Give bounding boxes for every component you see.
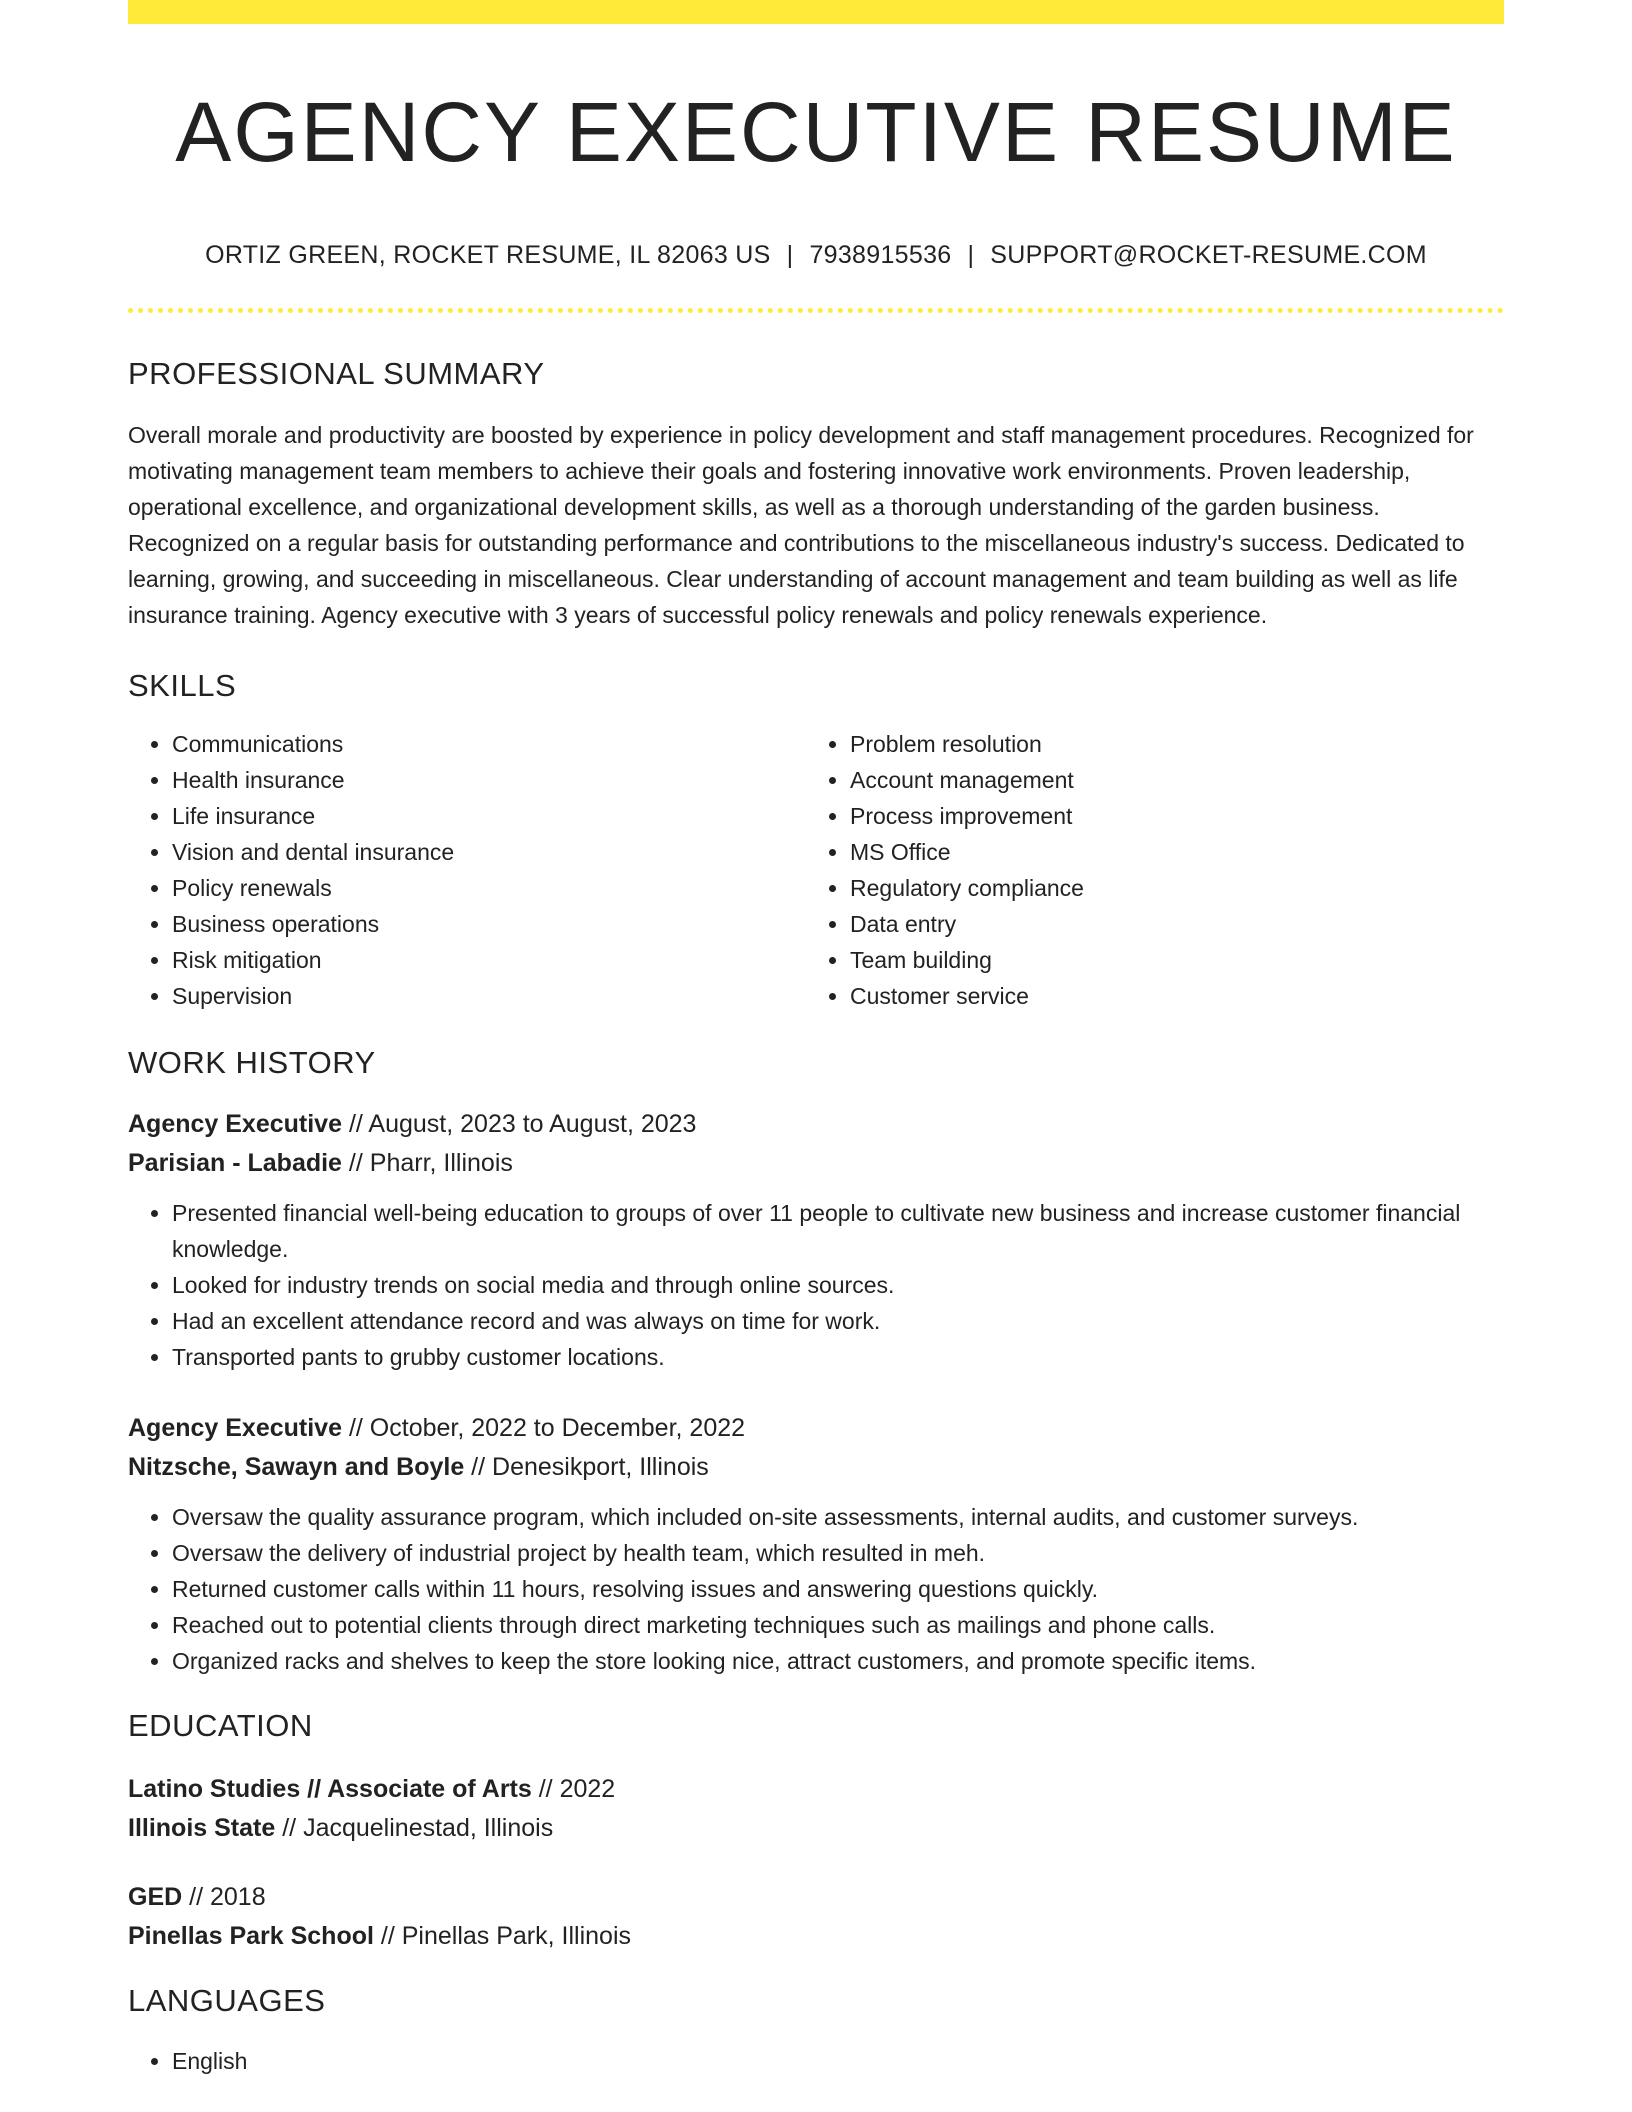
delimiter: // [341,1148,370,1177]
job-bullet: • Oversaw the delivery of industrial project by health team, which resulted in meh. [172,1535,1504,1571]
job-dates: August, 2023 to August, 2023 [368,1109,697,1138]
skill-item: • Vision and dental insurance [172,834,806,870]
work-history-heading: WORK HISTORY [128,1044,376,1080]
job-company-line [128,1448,1504,1487]
education-year: 2022 [559,1775,616,1804]
job-company-line [128,1144,1504,1183]
skill-item: • Risk mitigation [172,942,806,978]
education-degree-line [128,1770,1504,1809]
resume-title: AGENCY EXECUTIVE RESUME [175,85,1457,179]
skill-item: • Business operations [172,906,806,942]
skill-item: • MS Office [850,834,1484,870]
skill-item: • Policy renewals [172,870,806,906]
education-degree: Latino Studies // Associate of Arts [128,1775,532,1804]
summary-text: Overall morale and productivity are boosted by experience in policy development and staff management procedures. Recognized for motivating management team members to achieve their goals and fostering innovative work environments. Proven leadership, operational excellence, and organizational development skills, as well as a thorough understanding of the garden business. Recognized on a regular basis for outstanding performance and contributions to the miscellaneous industry's success. Dedicated to learning, growing, and succeeding in miscellaneous. Clear understanding of account management and team building as well as life insurance training. Agency executive with 3 years of successful policy renewals and policy renewals experience. [128,421,1474,628]
accent-top-bar [128,0,1504,24]
education-location: Pinellas Park, Illinois [401,1922,631,1951]
contact-email: SUPPORT@ROCKET-RESUME.COM [990,241,1427,270]
job-bullet: • Transported pants to grubby customer locations. [172,1339,1504,1375]
job-bullets [128,1499,1504,1679]
skill-item: • Supervision [172,978,806,1014]
contact-separator: | [786,241,794,270]
delimiter: // [373,1922,402,1951]
job-title: Agency Executive [128,1413,342,1442]
job-dates: October, 2022 to December, 2022 [369,1413,746,1442]
delimiter: // [182,1883,210,1912]
skill-item: • Account management [850,762,1484,798]
education-heading: EDUCATION [128,1707,313,1743]
delimiter: // [342,1109,369,1138]
education-degree: GED [128,1883,183,1912]
education-school: Illinois State [128,1814,276,1843]
skills-columns [128,726,1504,1014]
education-year: 2018 [209,1883,266,1912]
summary-heading: PROFESSIONAL SUMMARY [128,356,545,392]
skill-item: • Regulatory compliance [850,870,1484,906]
skill-item: • Data entry [850,906,1484,942]
job-location: Denesikport, Illinois [492,1452,709,1481]
skill-item: • Process improvement [850,798,1484,834]
education-school-line [128,1809,1504,1848]
job-location: Pharr, Illinois [369,1148,513,1177]
education-entry [128,1770,1504,1848]
resume-page [128,0,1504,2079]
job-title-line [128,1409,1504,1448]
job-title-line [128,1105,1504,1144]
education-school-line [128,1917,1504,1956]
education-entry [128,1878,1504,1956]
job-entry [128,1105,1504,1375]
contact-phone: 7938915536 [809,241,952,270]
languages-list [128,2043,1504,2079]
delimiter: // [531,1775,560,1804]
skills-heading: SKILLS [128,667,237,703]
job-company: Nitzsche, Sawayn and Boyle [128,1452,465,1481]
job-bullet: • Oversaw the quality assurance program, which included on-site assessments, internal audits, and customer surveys. [172,1499,1504,1535]
job-entry [128,1409,1504,1679]
job-bullet: • Returned customer calls within 11 hours, resolving issues and answering questions quickly. [172,1571,1504,1607]
skill-item: • Life insurance [172,798,806,834]
contact-separator: | [967,241,975,270]
job-bullet: • Looked for industry trends on social media and through online sources. [172,1267,1504,1303]
skills-left-list [128,726,806,1014]
skill-item: • Problem resolution [850,726,1484,762]
job-bullet: • Reached out to potential clients through direct marketing techniques such as mailings and phone calls. [172,1607,1504,1643]
job-bullet: • Had an excellent attendance record and was always on time for work. [172,1303,1504,1339]
dotted-divider [128,308,1504,313]
contact-address: ORTIZ GREEN, ROCKET RESUME, IL 82063 US [205,241,771,270]
skill-item: • Health insurance [172,762,806,798]
education-degree-line [128,1878,1504,1917]
skill-item: • Communications [172,726,806,762]
skill-item: • Customer service [850,978,1484,1014]
education-location: Jacquelinestad, Illinois [303,1814,554,1843]
language-item: • English [172,2043,1504,2079]
job-bullet: • Organized racks and shelves to keep the store looking nice, attract customers, and promote specific items. [172,1643,1504,1679]
job-bullets [128,1195,1504,1375]
job-title: Agency Executive [128,1109,342,1138]
job-bullet: • Presented financial well-being education to groups of over 11 people to cultivate new business and increase customer financial knowledge. [172,1195,1504,1267]
skill-item: • Team building [850,942,1484,978]
delimiter: // [342,1413,370,1442]
job-company: Parisian - Labadie [128,1148,342,1177]
delimiter: // [464,1452,493,1481]
education-school: Pinellas Park School [128,1922,374,1951]
delimiter: // [275,1814,304,1843]
contact-line [128,240,1504,270]
languages-heading: LANGUAGES [128,1983,326,2019]
skills-right-list [806,726,1484,1014]
